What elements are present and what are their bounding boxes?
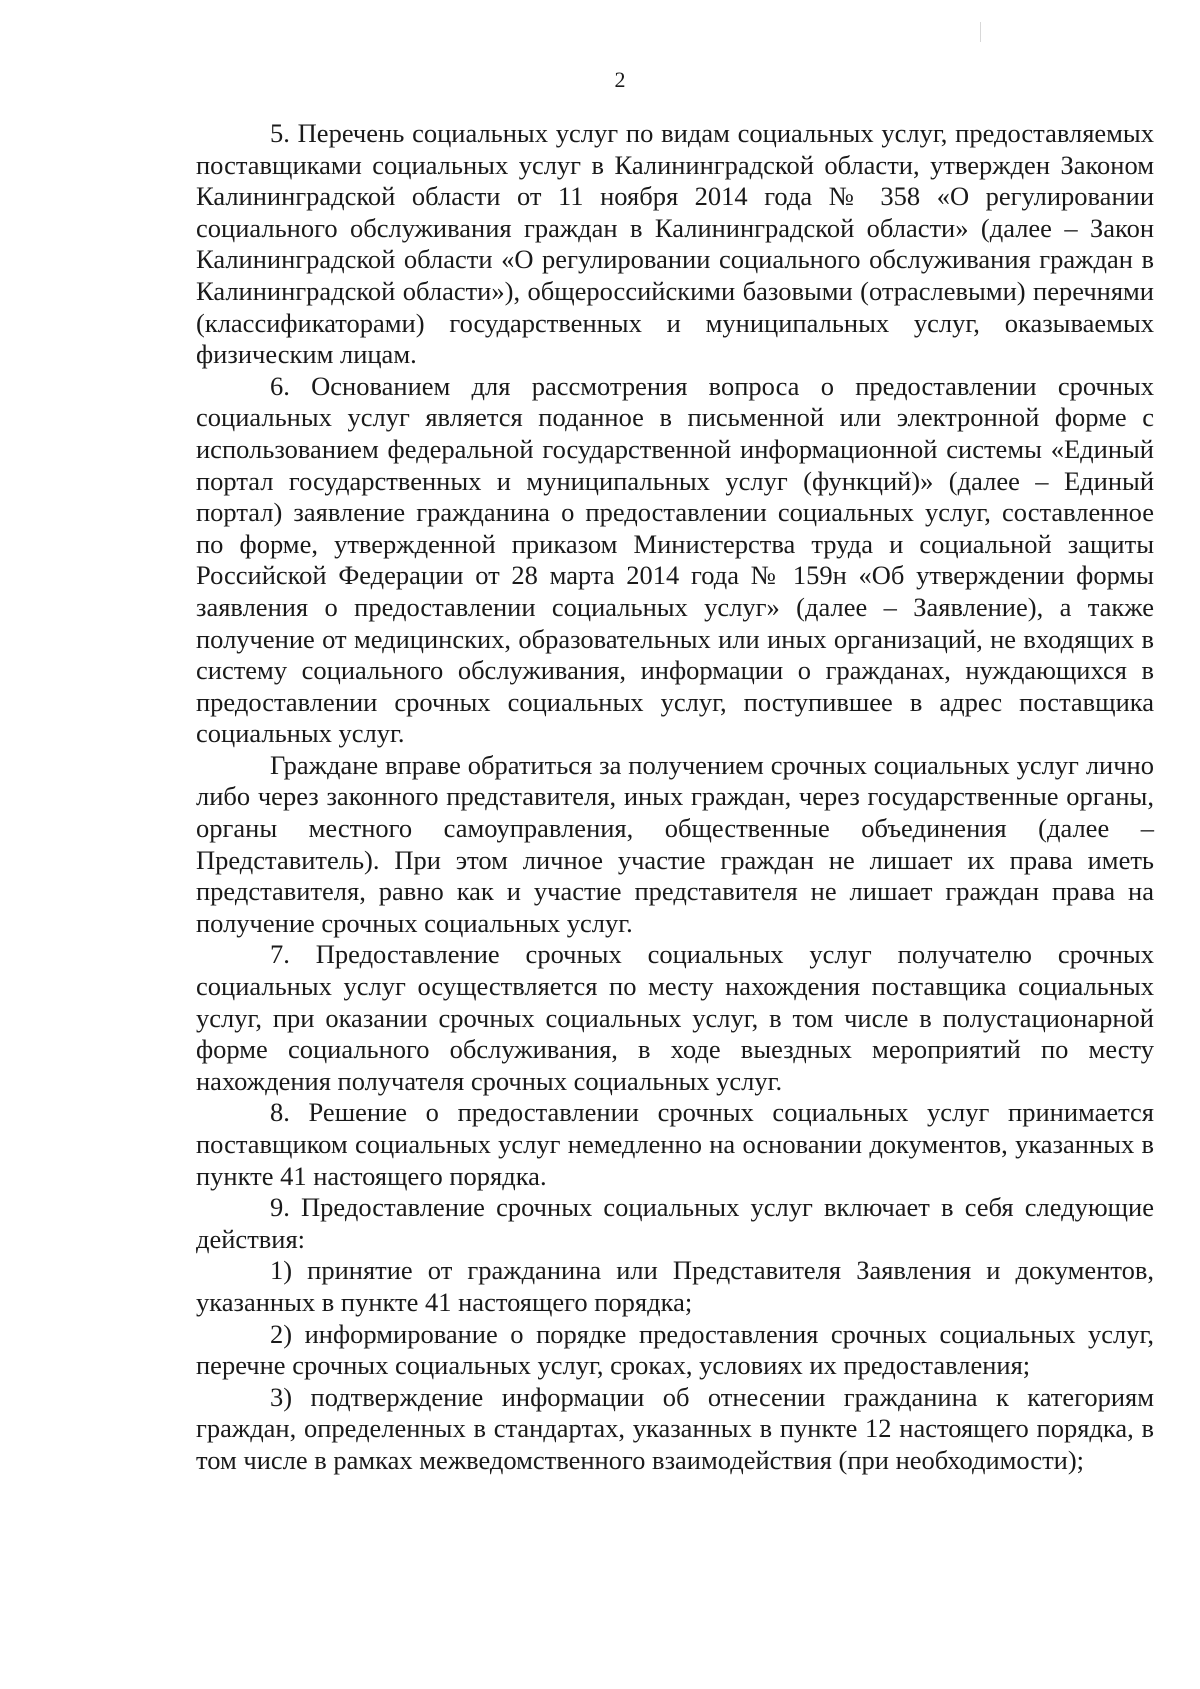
list-item-3: 3) подтверждение информации об отнесении гражданина к категориям граждан, определенных в стандартах, указанных в пункте 12 настоящего порядка, в том числе в рамках межведомственного взаимодействия (при необходимости); bbox=[196, 1381, 1154, 1475]
scan-artifact bbox=[980, 22, 981, 42]
paragraph-7: 7. Предоставление срочных социальных услуг получателю срочных социальных услуг осуществляется по месту нахождения поставщика социальных услуг, при оказании срочных социальных услуг, в том числе в полустационарной форме социального обслуживания, в ходе выездных мероприятий по месту нахождения получателя срочных социальных услуг. bbox=[196, 939, 1154, 1096]
page-number: 2 bbox=[614, 67, 626, 92]
paragraph-6: 6. Основанием для рассмотрения вопроса о предоставлении срочных социальных услуг является поданное в письменной или электронной форме с использованием федеральной государственной информационной системы «Единый портал государственных и муниципальных услуг (функций)» (далее – Единый портал) заявление гражданина о предоставлении социальных услуг, составленное по форме, утвержденной приказом Министерства труда и социальной защиты Российской Федерации от 28 марта 2014 года № 159н «Об утверждении формы заявления о предоставлении социальных услуг» (далее – Заявление), а также получение от медицинских, образовательных или иных организаций, не входящих в систему социального обслуживания, информации о гражданах, нуждающихся в предоставлении срочных социальных услуг, поступившее в адрес поставщика социальных услуг. bbox=[196, 370, 1154, 749]
document-body bbox=[196, 118, 1154, 1477]
list-item-2: 2) информирование о порядке предоставления срочных социальных услуг, перечне срочных социальных услуг, сроках, условиях их предоставления; bbox=[196, 1318, 1154, 1381]
paragraph-6-representative: Граждане вправе обратиться за получением срочных социальных услуг лично либо через законного представителя, иных граждан, через государственные органы, органы местного самоуправления, общественные объединения (далее – Представитель). При этом личное участие граждан не лишает их права иметь представителя, равно как и участие представителя не лишает граждан права на получение срочных социальных услуг. bbox=[196, 749, 1154, 938]
list-item-1: 1) принятие от гражданина или Представителя Заявления и документов, указанных в пункте 41 настоящего порядка; bbox=[196, 1255, 1154, 1317]
paragraph-8: 8. Решение о предоставлении срочных социальных услуг принимается поставщиком социальных услуг немедленно на основании документов, указанных в пункте 41 настоящего порядка. bbox=[196, 1097, 1154, 1191]
paragraph-5: 5. Перечень социальных услуг по видам социальных услуг, предоставляемых поставщиками социальных услуг в Калининградской области, утвержден Законом Калининградской области от 11 ноября 2014 года № 358 «О регулировании социального обслуживания граждан в Калининградской области» (далее – Закон Калининградской области «О регулировании социального обслуживания граждан в Калининградской области»), общероссийскими базовыми (отраслевыми) перечнями (классификаторами) государственных и муниципальных услуг, оказываемых физическим лицам. bbox=[196, 118, 1154, 370]
paragraph-9: 9. Предоставление срочных социальных услуг включает в себя следующие действия: bbox=[196, 1192, 1154, 1254]
